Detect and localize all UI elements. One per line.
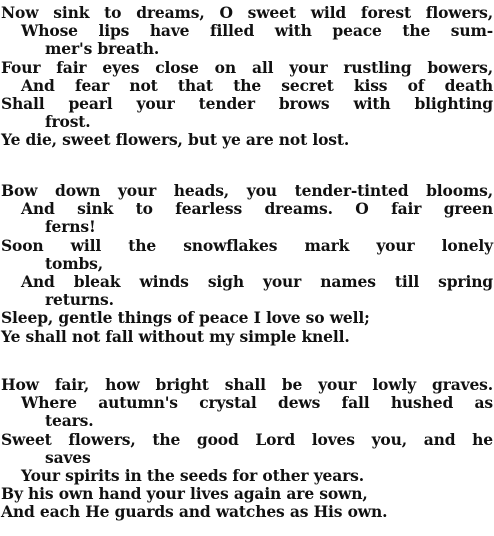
poem-line: returns.: [45, 290, 114, 310]
poem-line: Ye shall not fall without my simple knell.: [1, 326, 350, 346]
poem-line: tears.: [45, 411, 94, 431]
poem-line: Your spirits in the seeds for other years.: [21, 466, 364, 486]
poem-line: Sleep, gentle things of peace I love so well;: [1, 308, 370, 328]
stanza-1: [1, 4, 493, 150]
poem-line: And each He guards and watches as His own.: [1, 502, 388, 522]
poem-line: And bleak winds sigh your names till spring: [21, 272, 493, 292]
poem-line: mer's breath.: [45, 39, 160, 59]
poem-line: Bow down your heads, you tender-tinted blooms,: [1, 181, 493, 200]
poem-line: And fear not that the secret kiss of death: [21, 75, 493, 95]
stanza-3: [1, 376, 493, 522]
poem-line: Four fair eyes close on all your rustling bowers,: [1, 57, 493, 77]
poem-line: Sweet flowers, the good Lord loves you, and he: [1, 429, 493, 449]
stanza-2: [1, 182, 493, 346]
poem-line: saves: [45, 447, 91, 467]
poem-line: ferns!: [45, 217, 96, 237]
poem-line: Soon will the snowflakes mark your lonely: [1, 235, 493, 255]
poem-line: Whose lips have filled with peace the sum-: [21, 21, 493, 41]
poem-line: By his own hand your lives again are sown,: [1, 484, 368, 504]
poem-line: frost.: [45, 112, 91, 132]
poem-line: Shall pearl your tender brows with blighting: [1, 94, 493, 114]
poem-line: tombs,: [45, 253, 103, 273]
poem-line: And sink to fearless dreams. O fair green: [21, 199, 493, 219]
poem-line: Ye die, sweet flowers, but ye are not lost.: [1, 130, 350, 150]
poem-line: Now sink to dreams, O sweet wild forest flowers,: [1, 3, 493, 22]
poem-line: How fair, how bright shall be your lowly graves.: [1, 375, 493, 394]
poem-line: Where autumn's crystal dews fall hushed as: [21, 393, 493, 413]
